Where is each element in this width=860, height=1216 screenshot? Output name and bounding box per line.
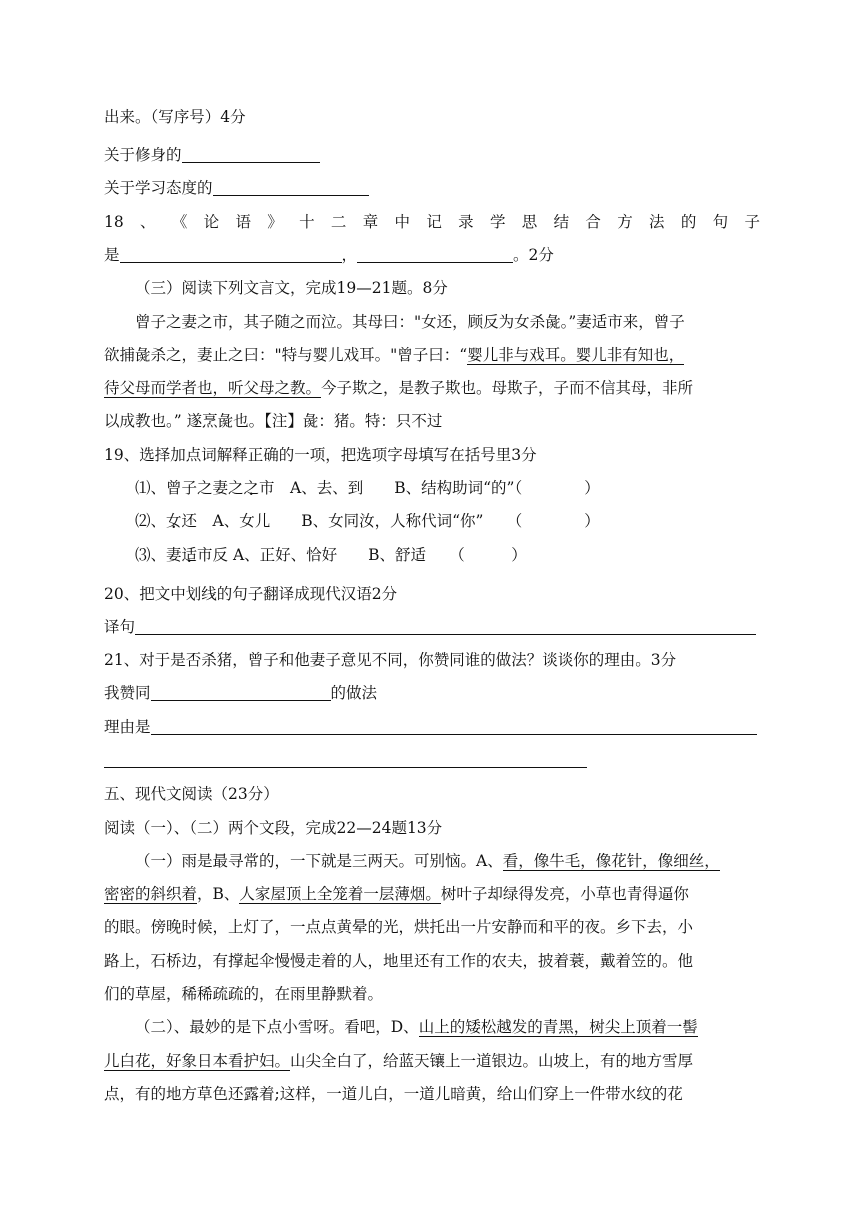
q21-agree [104, 682, 377, 704]
q19-item-1 [135, 477, 600, 499]
q21-reason [104, 716, 757, 738]
q17-xuexi [104, 177, 369, 199]
q18-char: 记 [426, 213, 442, 231]
answer-blank[interactable] [151, 684, 331, 701]
passage-line [135, 1016, 698, 1038]
passage-line [104, 344, 684, 366]
item-text: ⑴、曾子之妻之 [135, 479, 244, 497]
item-text: ⑶、妻 [135, 546, 182, 564]
q18-char: 二 [330, 213, 347, 231]
item-text: 还 A、女儿 B、女同汝，人称代词“你” （ ） [181, 512, 600, 530]
passage-line: 曾子之妻之市，其子随之而泣。其母曰："女还，顾反为女杀彘。”妻适市来，曾子 [135, 313, 685, 331]
answer-blank[interactable] [120, 246, 342, 263]
section5-intro: 阅读（一）、（二）两个文段，完成22—24题13分 [104, 819, 443, 837]
q18-char: 语 [235, 213, 251, 231]
passage-line: 路上，石桥边，有撑起伞慢慢走着的人，地里还有工作的农夫，披着蓑，戴着笠的。他 [104, 952, 694, 970]
underlined-sentence: 看，像牛毛，像花针，像细丝， [502, 852, 720, 870]
passage-line [104, 883, 689, 905]
item-text: 市 A、去、到 B、结构助词“的”（ ） [259, 479, 600, 497]
passage-line: 点，有的地方草色还露着;这样，一道儿白，一道儿暗黄，给山们穿上一件带水纹的花 [104, 1085, 683, 1103]
q18-char: 句 [712, 213, 729, 231]
q21-reason-label: 理由是 [104, 718, 151, 736]
q18-char: 章 [362, 213, 379, 231]
passage-text: 欲捕彘杀之，妻止之曰："特与婴儿戏耳。"曾子曰：“ [104, 346, 468, 364]
underlined-sentence: 儿白花，好象日本看护妇。 [104, 1052, 291, 1070]
dotted-word: 之 [243, 479, 260, 497]
q18-char: 方 [617, 213, 633, 231]
answer-blank[interactable] [182, 146, 320, 163]
passage-text: ，B、 [197, 885, 240, 903]
q21-agree-end: 的做法 [330, 684, 378, 702]
passage-line [104, 377, 693, 399]
answer-blank[interactable] [357, 246, 513, 263]
passage-text: （二）、最妙的是下点小雪呀。看吧，D、 [135, 1018, 419, 1036]
q17-xiushen-label: 关于修身的 [104, 146, 182, 164]
section3-title: （三）阅读下列文言文，完成19—21题。8分 [135, 279, 448, 297]
underlined-sentence: 山上的矮松越发的青黑，树尖上顶着一髻 [418, 1018, 698, 1036]
q18-char: 》 [267, 213, 283, 231]
answer-rule[interactable] [104, 767, 587, 768]
dotted-word: 适 [181, 546, 198, 564]
passage-line: 们的草屋，稀稀疏疏的，在雨里静默着。 [104, 985, 384, 1003]
passage-text: 山尖全白了，给蓝天镶上一道银边。山坡上，有的地方雪厚 [290, 1052, 694, 1070]
q20-label: 译句 [104, 618, 136, 636]
passage-line: 的眼。傍晚时候，上灯了，一点点黄晕的光，烘托出一片安静而和平的夜。乡下去，小 [104, 918, 694, 936]
q21-agree-label: 我赞同 [104, 684, 151, 702]
section5-title: 五、现代文阅读（23分） [104, 785, 279, 803]
passage-text: 今子欺之，是教子欺也。母欺子，子而不信其母，非所 [321, 379, 694, 397]
answer-blank[interactable] [213, 179, 369, 196]
q21-title: 21、对于是否杀猪，曾子和他妻子意见不同，你赞同谁的做法？谈谈你的理由。3分 [104, 651, 677, 669]
q18-char: 思 [521, 213, 538, 231]
passage-line [135, 850, 720, 872]
q18-char: 学 [489, 213, 506, 231]
q19-item-2 [135, 510, 600, 532]
passage-text: （一）雨是最寻常的，一下就是三两天。可别恼。A、 [135, 852, 503, 870]
item-text: ⑵、 [135, 512, 167, 530]
q19-title: 19、选择加点词解释正确的一项，把选项字母填写在括号里3分 [104, 446, 537, 464]
underlined-sentence: 待父母而学者也，听父母之教。 [104, 379, 322, 397]
q20-translate [104, 616, 756, 638]
q18-char: 合 [585, 213, 601, 231]
q18-char: 的 [680, 213, 697, 231]
q18-end: 。2分 [513, 246, 554, 264]
q18-char: 论 [203, 213, 220, 231]
q18-heading [104, 211, 760, 233]
q17-xuexi-label: 关于学习态度的 [104, 179, 213, 197]
passage-line [104, 1050, 693, 1072]
answer-blank[interactable] [151, 718, 757, 735]
underlined-sentence: 密密的斜织着 [104, 885, 198, 903]
item-text: 市反 A、正好、恰好 B、舒适 （ ） [197, 546, 527, 564]
q17-tail: 出来。（写序号）4分 [104, 108, 246, 126]
underlined-sentence: 人家屋顶上全笼着一层薄烟。 [239, 885, 441, 903]
q18-char: 《 [171, 213, 188, 231]
q18-char: 十 [299, 213, 315, 231]
q19-item-3 [135, 544, 527, 566]
q18-char: 中 [394, 213, 411, 231]
q18-shi: 是 [104, 246, 120, 264]
answer-blank[interactable] [135, 618, 756, 635]
q18-char: 法 [649, 213, 665, 231]
q20-title: 20、把文中划线的句子翻译成现代汉语2分 [104, 585, 398, 603]
q18-char: 结 [553, 213, 570, 231]
q18-char: 、 [140, 213, 156, 231]
passage-line: 以成教也。” 遂烹彘也。【注】彘：猪。特：只不过 [104, 412, 443, 430]
dotted-word: 女 [166, 512, 182, 530]
q18-answer-line [104, 244, 554, 266]
q18-char: 子 [744, 213, 760, 231]
q17-xiushen [104, 144, 320, 166]
q18-comma: ， [341, 246, 358, 264]
q18-char: 录 [458, 213, 474, 231]
passage-text: 树叶子却绿得发亮，小草也青得逼你 [440, 885, 689, 903]
underlined-sentence: 婴儿非与戏耳。婴儿非有知也， [467, 346, 685, 364]
q18-char: 18 [104, 213, 124, 231]
